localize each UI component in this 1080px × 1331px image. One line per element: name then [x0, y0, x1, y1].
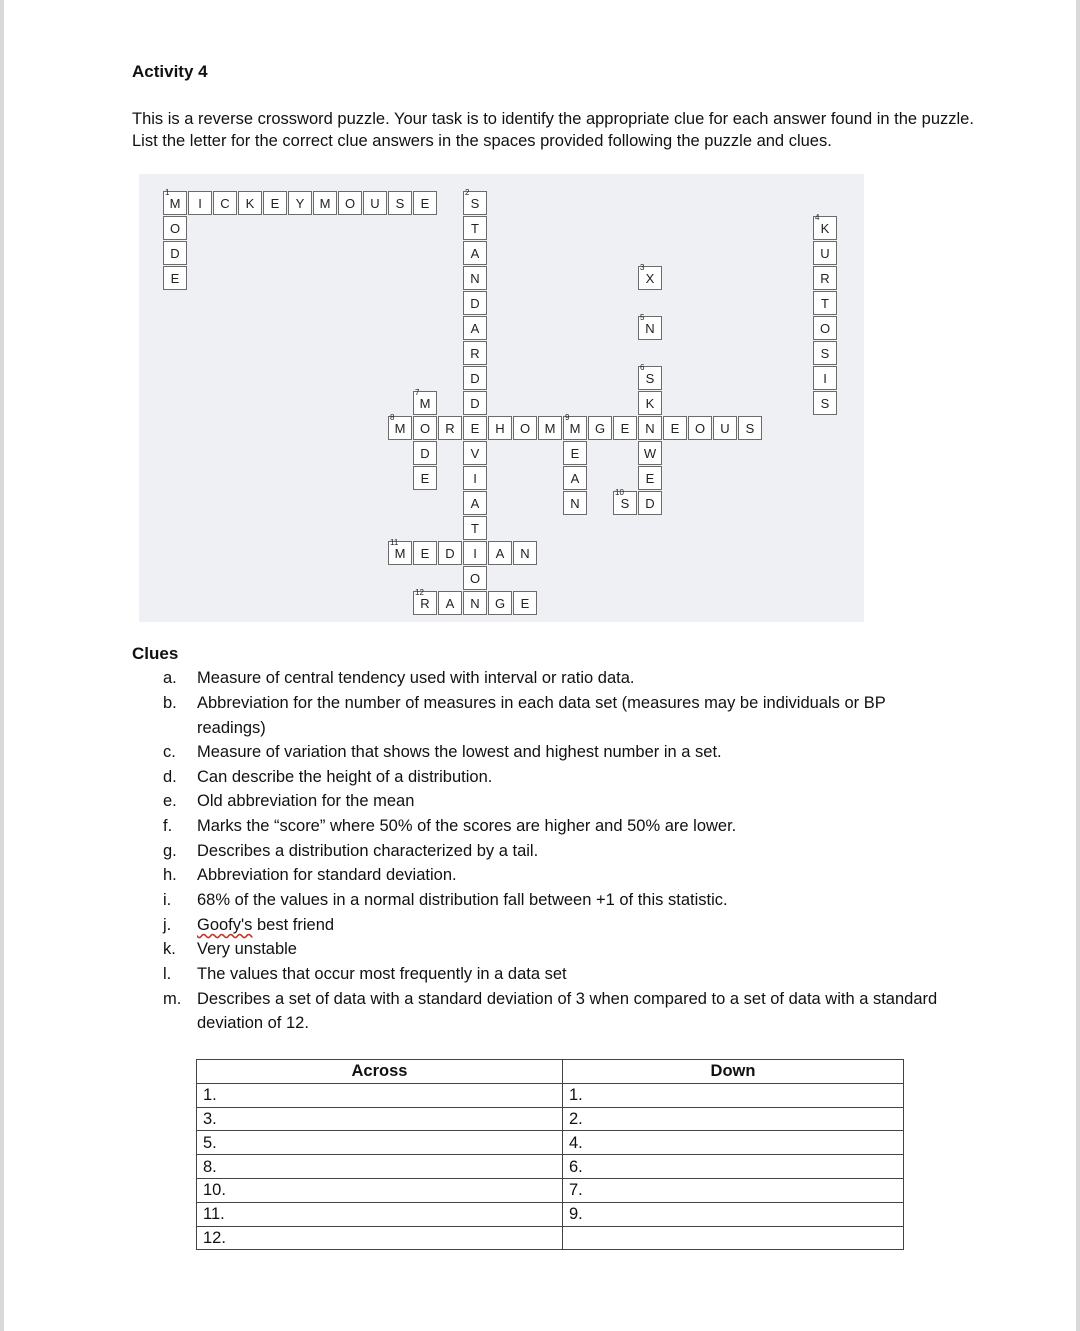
crossword-cell: [463, 391, 487, 415]
crossword-cell: [163, 216, 187, 240]
answer-cell-across[interactable]: 3.: [197, 1107, 563, 1131]
crossword-cell: [413, 541, 437, 565]
crossword-cell: [638, 391, 662, 415]
crossword-cell: [163, 188, 187, 215]
crossword-cell: [813, 341, 837, 365]
cell-letter: E: [670, 421, 680, 436]
crossword-cell: [638, 363, 662, 390]
cell-letter: S: [645, 371, 655, 386]
crossword-cell: [413, 388, 437, 415]
answer-cell-down[interactable]: 2.: [563, 1107, 904, 1131]
cell-letter: S: [745, 421, 755, 436]
cell-letter: E: [620, 421, 630, 436]
cell-letter: D: [170, 246, 180, 261]
crossword-cell: [663, 416, 687, 440]
cell-letter: O: [819, 321, 831, 336]
cell-letter: H: [495, 421, 505, 436]
crossword-cell: [563, 491, 587, 515]
answer-cell-across[interactable]: 1.: [197, 1083, 563, 1107]
cell-letter: G: [494, 596, 506, 611]
crossword-puzzle: [139, 174, 864, 622]
page-border-left: [0, 0, 4, 1331]
cell-letter: I: [473, 546, 477, 561]
crossword-cell: [413, 191, 437, 215]
cell-letter: A: [495, 546, 505, 561]
crossword-cell: [413, 588, 437, 615]
cell-letter: N: [570, 496, 580, 511]
crossword-cell: [263, 191, 287, 215]
answer-cell-down[interactable]: 4.: [563, 1131, 904, 1155]
crossword-cell: [488, 591, 512, 615]
clue-number: 11: [390, 538, 399, 547]
answer-cell-across[interactable]: 12.: [197, 1226, 563, 1250]
cell-letter: S: [395, 196, 405, 211]
cell-letter: S: [470, 196, 480, 211]
crossword-cell: [438, 416, 462, 440]
crossword-cell: [638, 441, 662, 465]
cell-letter: D: [470, 396, 480, 411]
cell-letter: O: [169, 221, 181, 236]
crossword-cell: [463, 416, 487, 440]
clue-number: 9: [565, 413, 570, 422]
crossword-cell: [688, 416, 712, 440]
clue-d: d. Can describe the height of a distribution.: [163, 768, 493, 786]
crossword-cell: [563, 466, 587, 490]
cell-letter: M: [544, 421, 556, 436]
clue-g: g. Describes a distribution characterized by a tail.: [163, 842, 539, 860]
answer-cell-across[interactable]: 10.: [197, 1178, 563, 1202]
clue-c: c. Measure of variation that shows the lowest and highest number in a set.: [163, 743, 722, 761]
instructions: [132, 108, 992, 152]
crossword-cell: [638, 263, 662, 290]
cell-letter: O: [469, 571, 481, 586]
crossword-cell: [613, 416, 637, 440]
cell-letter: K: [645, 396, 655, 411]
crossword-cell: [813, 391, 837, 415]
crossword-cell: [513, 591, 537, 615]
clue-b: b. Abbreviation for the number of measures in each data set (measures may be individuals or BP: [163, 694, 886, 712]
cell-letter: D: [445, 546, 455, 561]
crossword-cell: [188, 191, 212, 215]
crossword-cell: [463, 241, 487, 265]
crossword-cell: [438, 591, 462, 615]
crossword-cell: [413, 466, 437, 490]
clue-f: f. Marks the “score” where 50% of the scores are higher and 50% are lower.: [163, 817, 737, 835]
cell-letter: E: [645, 471, 655, 486]
clue-number: 2: [465, 188, 470, 197]
cell-letter: S: [620, 496, 630, 511]
crossword-cell: [413, 416, 437, 440]
cell-letter: N: [645, 321, 655, 336]
crossword-cell: [463, 216, 487, 240]
cell-letter: A: [470, 321, 480, 336]
crossword-cell: [488, 416, 512, 440]
cell-letter: E: [570, 446, 580, 461]
clue-b-continued: readings): [197, 719, 266, 737]
clue-l: l. The values that occur most frequently in a data set: [163, 965, 567, 983]
crossword-cell: [463, 541, 487, 565]
cell-letter: O: [419, 421, 431, 436]
crossword-cell: [813, 316, 837, 340]
instructions-line-1: This is a reverse crossword puzzle. Your task is to identify the appropriate clue for each answer found in the puzzle.: [132, 110, 974, 128]
instructions-line-2: List the letter for the correct clue answers in the spaces provided following the puzzle and clues.: [132, 132, 832, 150]
answer-cell-down[interactable]: [563, 1226, 904, 1250]
cell-letter: W: [643, 446, 657, 461]
answer-cell-down[interactable]: 7.: [563, 1178, 904, 1202]
cell-letter: R: [420, 596, 430, 611]
crossword-cell: [813, 213, 837, 240]
cell-letter: A: [470, 246, 480, 261]
crossword-cell: [813, 266, 837, 290]
crossword-cell: [563, 413, 587, 440]
clue-e: e. Old abbreviation for the mean: [163, 792, 415, 810]
crossword-cell: [638, 491, 662, 515]
crossword-cell: [463, 188, 487, 215]
cell-letter: X: [645, 271, 655, 286]
cell-letter: M: [394, 421, 406, 436]
crossword-cell: [163, 266, 187, 290]
cell-letter: I: [198, 196, 202, 211]
clue-number: 12: [415, 588, 424, 597]
down-header: Down: [563, 1060, 904, 1084]
clue-i: i. 68% of the values in a normal distribution fall between +1 of this statistic.: [163, 891, 728, 909]
crossword-cell: [463, 341, 487, 365]
clue-a: a. Measure of central tendency used with interval or ratio data.: [163, 669, 635, 687]
cell-letter: Y: [295, 196, 305, 211]
crossword-cell: [363, 191, 387, 215]
cell-letter: E: [170, 271, 180, 286]
across-header: Across: [197, 1060, 563, 1084]
cell-letter: A: [570, 471, 580, 486]
crossword-cell: [513, 541, 537, 565]
cell-letter: A: [470, 496, 480, 511]
crossword-cell: [163, 241, 187, 265]
cell-letter: I: [823, 371, 827, 386]
answer-table: [196, 1059, 904, 1250]
cell-letter: U: [370, 196, 380, 211]
crossword-cell: [288, 191, 312, 215]
cell-letter: M: [394, 546, 406, 561]
crossword-cell: [388, 538, 412, 565]
activity-heading: Activity 4: [132, 62, 208, 81]
cell-letter: U: [820, 246, 830, 261]
cell-letter: T: [821, 296, 829, 311]
crossword-cell: [588, 416, 612, 440]
cell-letter: M: [319, 196, 331, 211]
cell-letter: O: [344, 196, 356, 211]
crossword-cell: [463, 566, 487, 590]
crossword-cell: [463, 441, 487, 465]
cell-letter: D: [470, 371, 480, 386]
answer-cell-across[interactable]: 11.: [197, 1202, 563, 1226]
clue-number: 3: [640, 263, 645, 272]
crossword-cell: [813, 241, 837, 265]
cell-letter: R: [470, 346, 480, 361]
crossword-cell: [563, 441, 587, 465]
cell-letter: A: [445, 596, 455, 611]
clue-number: 8: [390, 413, 395, 422]
cell-letter: K: [820, 221, 830, 236]
answer-cell-down[interactable]: 9.: [563, 1202, 904, 1226]
cell-letter: C: [220, 196, 230, 211]
clue-number: 1: [165, 188, 170, 197]
cell-letter: N: [470, 271, 480, 286]
crossword-cell: [338, 191, 362, 215]
cell-letter: O: [694, 421, 706, 436]
cell-letter: E: [270, 196, 280, 211]
cell-letter: S: [820, 346, 830, 361]
cell-letter: I: [473, 471, 477, 486]
crossword-cell: [538, 416, 562, 440]
cell-letter: D: [420, 446, 430, 461]
cell-letter: S: [820, 396, 830, 411]
cell-letter: N: [470, 596, 480, 611]
cell-letter: M: [169, 196, 181, 211]
crossword-cell: [813, 291, 837, 315]
clue-h: h. Abbreviation for standard deviation.: [163, 866, 457, 884]
answer-cell-across[interactable]: 8.: [197, 1155, 563, 1179]
cell-letter: O: [519, 421, 531, 436]
crossword-cell: [463, 366, 487, 390]
crossword-cell: [388, 191, 412, 215]
cell-letter: E: [420, 546, 430, 561]
crossword-cell: [413, 441, 437, 465]
answer-cell-down[interactable]: 6.: [563, 1155, 904, 1179]
cell-letter: D: [470, 296, 480, 311]
clue-j: j. Goofy's best friend: [163, 916, 335, 934]
crossword-cell: [638, 313, 662, 340]
crossword-cell: [463, 316, 487, 340]
cell-letter: E: [420, 196, 430, 211]
cell-letter: R: [820, 271, 830, 286]
cell-letter: N: [520, 546, 530, 561]
cell-letter: R: [445, 421, 455, 436]
answer-cell-across[interactable]: 5.: [197, 1131, 563, 1155]
clue-m-continued: deviation of 12.: [197, 1014, 309, 1032]
clue-k: k. Very unstable: [163, 940, 297, 958]
cell-letter: E: [420, 471, 430, 486]
clue-m: m. Describes a set of data with a standard deviation of 3 when compared to a set of data with a standard: [163, 990, 938, 1008]
clue-number: 4: [815, 213, 820, 222]
clue-number: 5: [640, 313, 645, 322]
cell-letter: E: [470, 421, 480, 436]
crossword-cell: [463, 491, 487, 515]
crossword-cell: [463, 291, 487, 315]
crossword-cell: [463, 591, 487, 615]
cell-letter: U: [720, 421, 730, 436]
crossword-cell: [438, 541, 462, 565]
cell-letter: E: [520, 596, 530, 611]
answer-cell-down[interactable]: 1.: [563, 1083, 904, 1107]
crossword-cell: [313, 191, 337, 215]
cell-letter: T: [471, 521, 479, 536]
crossword-cell: [463, 266, 487, 290]
crossword-cell: [638, 466, 662, 490]
crossword-cell: [488, 541, 512, 565]
cell-letter: D: [645, 496, 655, 511]
crossword-cell: [638, 416, 662, 440]
clues-title: Clues: [132, 644, 179, 663]
crossword-cell: [463, 516, 487, 540]
crossword-cell: [463, 466, 487, 490]
cell-letter: V: [470, 446, 480, 461]
crossword-cell: [513, 416, 537, 440]
crossword-cell: [713, 416, 737, 440]
clue-number: 6: [640, 363, 645, 372]
cell-letter: K: [245, 196, 255, 211]
crossword-cell: [238, 191, 262, 215]
cell-letter: M: [569, 421, 581, 436]
crossword-cell: [813, 366, 837, 390]
crossword-cell: [738, 416, 762, 440]
cell-letter: G: [594, 421, 606, 436]
clue-number: 10: [615, 488, 624, 497]
crossword-cell: [613, 488, 637, 515]
crossword-cell: [388, 413, 412, 440]
cell-letter: N: [645, 421, 655, 436]
cell-letter: M: [419, 396, 431, 411]
page-border-right: [1076, 0, 1080, 1331]
cell-letter: T: [471, 221, 479, 236]
clue-number: 7: [415, 388, 420, 397]
crossword-cell: [213, 191, 237, 215]
spellcheck-word: Goofy's: [197, 916, 253, 934]
